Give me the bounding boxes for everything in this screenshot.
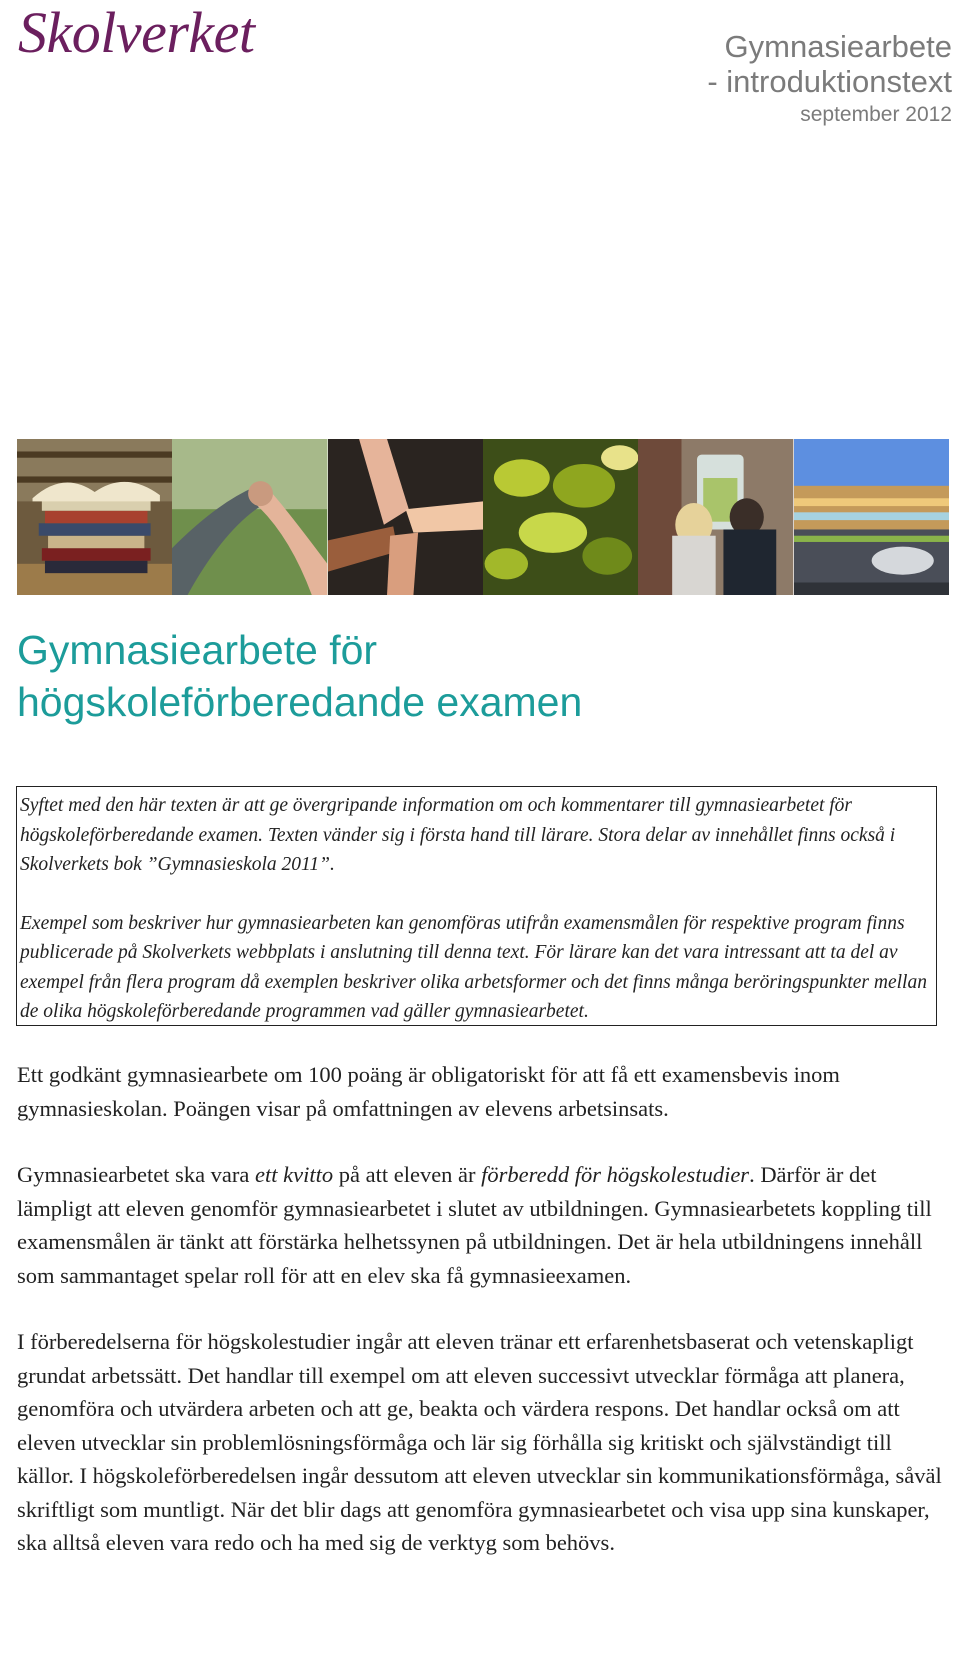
leaves-photo [483, 439, 638, 595]
doc-title-line2: - introduktionstext [707, 64, 952, 99]
body-paragraph-3: I förberedelserna för högskolestudier ingår att eleven tränar ett erfarenhetsbaserat och vetenskapligt grundat arbetssätt. Det handlar till exempel om att eleven successivt utvecklar förmåga att planera, genomföra och utvärdera arbeten och att ge, beakta och värdera respons. Det handlar också om att eleven utvecklar sin problemlösningsförmåga och lär sig förhålla sig kritiskt och självständigt till källor. I högskoleförberedelsen ingår dessutom att eleven utvecklar sin kommunikationsförmåga, såväl skriftligt som muntligt. När det blir dags att genomföra gymnasiearbetet och visa upp sina kunskaper, ska alltså eleven vara redo och ha med sig de verktyg som behövs. [17, 1329, 942, 1555]
body-paragraph-1: Ett godkänt gymnasiearbete om 100 poäng är obligatoriskt för att få ett examensbevis inom gymnasieskolan. Poängen visar på omfattningen av elevens arbetsinsats. [17, 1062, 840, 1121]
intro-paragraph-2: Exempel som beskriver hur gymnasiearbeten kan genomföras utifrån examensmålen för respektive program finns publicerade på Skolverkets webbplats i anslutning till denna text. För lärare kan det vara intressant att ta del av exempel från flera program då exemplen beskriver olika arbetsformer och det finns många beröringspunkter mellan de olika högskoleförberedande programmen vad gäller gymnasiearbetet. [20, 912, 927, 1022]
skolverket-logo: Skolverket [18, 0, 255, 65]
body-paragraph-2 [17, 1158, 947, 1292]
linked-hands-photo [328, 439, 483, 595]
intro-box [16, 786, 937, 1026]
p2-emphasis-1: ett kvitto [255, 1162, 334, 1187]
hands-statue-photo [172, 439, 327, 595]
p2-text-c: . Därför är det lämpligt att eleven genomför gymnasiearbetet i slutet av utbildningen. Gymnasiearbetets koppling till examensmålen är tänkt att förstärka helhetssynen på utbildningen. Det är hela utbildningens innehåll som sammantaget spelar roll för att en elev ska få gymnasieexamen. [17, 1162, 932, 1288]
students-sign-photo [638, 439, 793, 595]
main-title [17, 624, 917, 728]
books-photo [17, 439, 172, 595]
doc-date: september 2012 [800, 103, 952, 126]
p2-emphasis-2: förberedd för högskolestudier [481, 1162, 750, 1187]
body-text [17, 1058, 947, 1593]
photo-strip [17, 439, 949, 595]
main-title-line1: Gymnasiearbete för [17, 627, 378, 673]
doc-title-line1: Gymnasiearbete [724, 29, 952, 64]
p2-text-b: på att eleven är [333, 1162, 482, 1187]
university-building-photo [794, 439, 949, 595]
main-title-line2: högskoleförberedande examen [17, 679, 583, 725]
p2-text-a: Gymnasiearbetet ska vara [17, 1162, 256, 1187]
document-header [707, 30, 952, 130]
intro-paragraph-1: Syftet med den här texten är att ge övergripande information om och kommentarer till gymnasiearbetet för högskoleförberedande examen. Texten vänder sig i första hand till lärare. Stora delar av innehållet finns också i Skolverkets bok ”Gymnasieskola 2011”. [20, 795, 896, 875]
